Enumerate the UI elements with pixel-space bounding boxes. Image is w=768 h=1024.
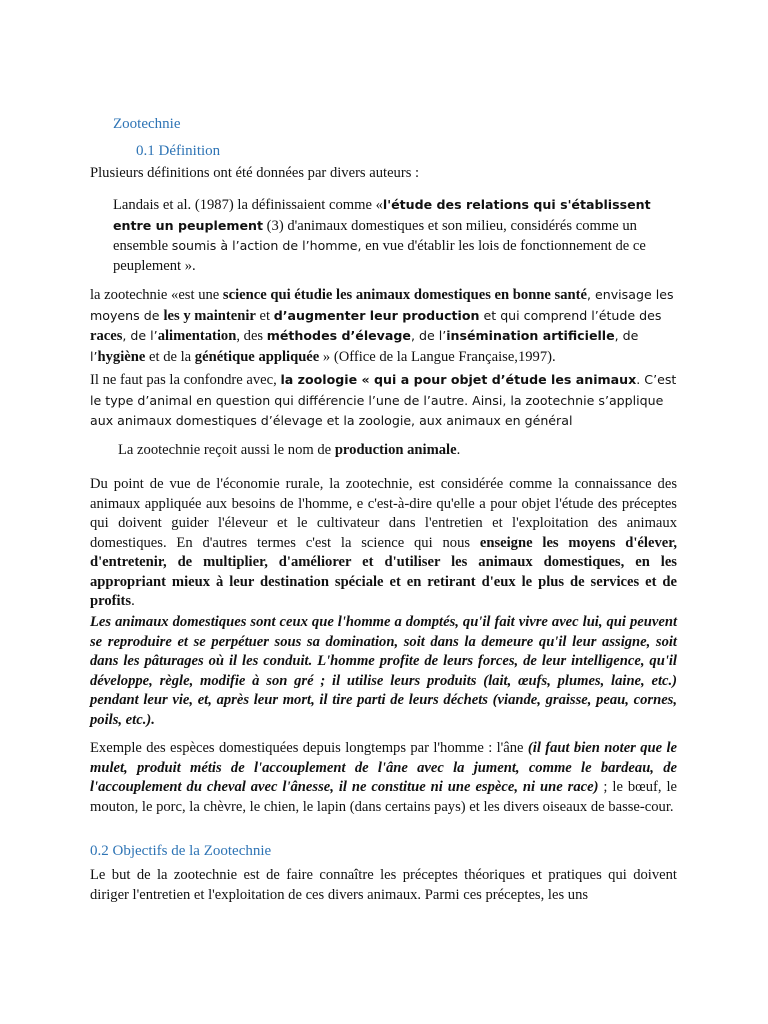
paragraph-animaux-domestiques: Les animaux domestiques sont ceux que l'homme a domptés, qu'il fait vivre avec lui, qui peuvent se reproduire et se perpétuer sous sa domination, soit dans la demeure qu'il leur assigne, soit dans les pâturages où il les conduit. L'homme profite de leurs forces, de leur intelligence, qu'il développe, règle, modifie à son gré ; il utilise leurs produits (lait, œufs, plumes, laine, etc.) pendant leur vie, et, après leur mort, il tire parti de leurs déchets (viande, graisse, peau, cornes, poils, etc.).	[90, 614, 677, 728]
bold-italic-text: (il faut bien noter que le mulet, produit métis de l'accouplement de l'âne avec la jument, comme le bardeau, de l'accouplement du cheval avec l'ânesse, il ne constitue ni une espèce, ni une race)	[90, 740, 677, 795]
bold-text: production animale	[334, 442, 457, 458]
bold-text: insémination artificielle	[446, 328, 615, 343]
paragraph-objectifs: Le but de la zootechnie est de faire connaître les préceptes théoriques et pratiques qui doivent diriger l'entretien et l'exploitation de ces divers animaux. Parmi ces préceptes, les uns	[90, 867, 677, 903]
heading-zootechnie: Zootechnie	[113, 116, 181, 132]
quote-text: (3) d'animaux domestiques et son milieu, considérés comme un ensemble	[113, 217, 637, 254]
text: » (Office de la Langue Française,1997).	[319, 348, 556, 365]
text: et qui comprend l’étude des	[479, 307, 662, 323]
bold-text: génétique appliquée	[194, 348, 320, 365]
bold-text: races	[90, 328, 123, 344]
text: et de la	[145, 348, 195, 365]
text: Exemple des espèces domestiquées depuis longtemps par l'homme : l'âne	[90, 740, 528, 756]
text: , des	[236, 328, 267, 344]
heading-objectifs: 0.2 Objectifs de la Zootechnie	[90, 843, 272, 859]
text: la zootechnie «est une	[90, 287, 223, 303]
paragraph-zoologie	[90, 370, 677, 432]
quote-bold: l'étude des relations qui s'établissent entre un peuplement	[113, 197, 651, 233]
bold-text: méthodes d’élevage	[266, 328, 411, 343]
bold-text: science qui étudie les animaux domestiques en bonne santé	[222, 287, 587, 303]
text: . C’est le type d’animal en question qui différencie l’une de l’autre. Ainsi, la zootechnie s’applique aux animaux domestiques d’élevage et la zoologie, aux animaux en général	[90, 372, 677, 428]
paragraph-exemples-especes	[90, 739, 677, 817]
quote-text: Landais et al. (1987) la définissaient comme «	[113, 197, 383, 213]
heading-definition: 0.1 Définition	[136, 143, 221, 159]
text: ; le bœuf, le mouton, le porc, la chèvre, le chien, le lapin (dans certains pays) et les divers oiseaux de basse-cour.	[90, 779, 677, 815]
quote-end: ».	[184, 257, 196, 274]
bold-text: d’augmenter leur production	[273, 307, 480, 323]
quote-text: en vue d'établir les lois de fonctionnement de ce peuplement	[113, 238, 646, 274]
text: et	[255, 307, 274, 324]
bold-text: les y maintenir	[163, 307, 256, 324]
bold-text: enseigne les moyens d'élever, d'entretenir, de multiplier, d'améliorer et d'utiliser les animaux domestiques, en les appropriant mieux à leur destination spéciale et en retirant d'eux le plus de services et de profits	[90, 534, 677, 609]
text: , de l’	[410, 328, 447, 343]
text: .	[456, 442, 461, 458]
paragraph-zootechnie-definition	[90, 285, 677, 367]
text: .	[131, 593, 135, 609]
bold-text: alimentation	[157, 328, 237, 344]
text: , de l’	[90, 328, 639, 364]
paragraph-intro: Plusieurs définitions ont été données par divers auteurs :	[90, 165, 420, 181]
text: , de l’	[122, 328, 158, 343]
bold-text: la zoologie « qui a pour objet d’étude les animaux	[280, 372, 637, 387]
quote-landais	[113, 195, 676, 276]
text: Il ne faut pas la confondre avec,	[90, 372, 281, 388]
text: La zootechnie reçoit aussi le nom de	[118, 442, 335, 458]
paragraph-economie-rurale	[90, 475, 677, 612]
bold-text: hygiène	[97, 348, 146, 365]
quote-sans: soumis à l’action de l’homme,	[171, 238, 362, 253]
text: Du point de vue de l'économie rurale, la zootechnie, est considérée comme la connaissance des animaux appliquée aux besoins de l'homme, e c'est-à-dire qu'elle a pour objet l'étude des préceptes qui doivent guider l'éleveur et le cultivateur dans l'entretien et l'exploitation des animaux domestiques. En d'autres termes c'est la science qui nous	[90, 476, 677, 551]
paragraph-production-animale	[118, 441, 678, 461]
text: , envisage les moyens de	[90, 287, 674, 323]
